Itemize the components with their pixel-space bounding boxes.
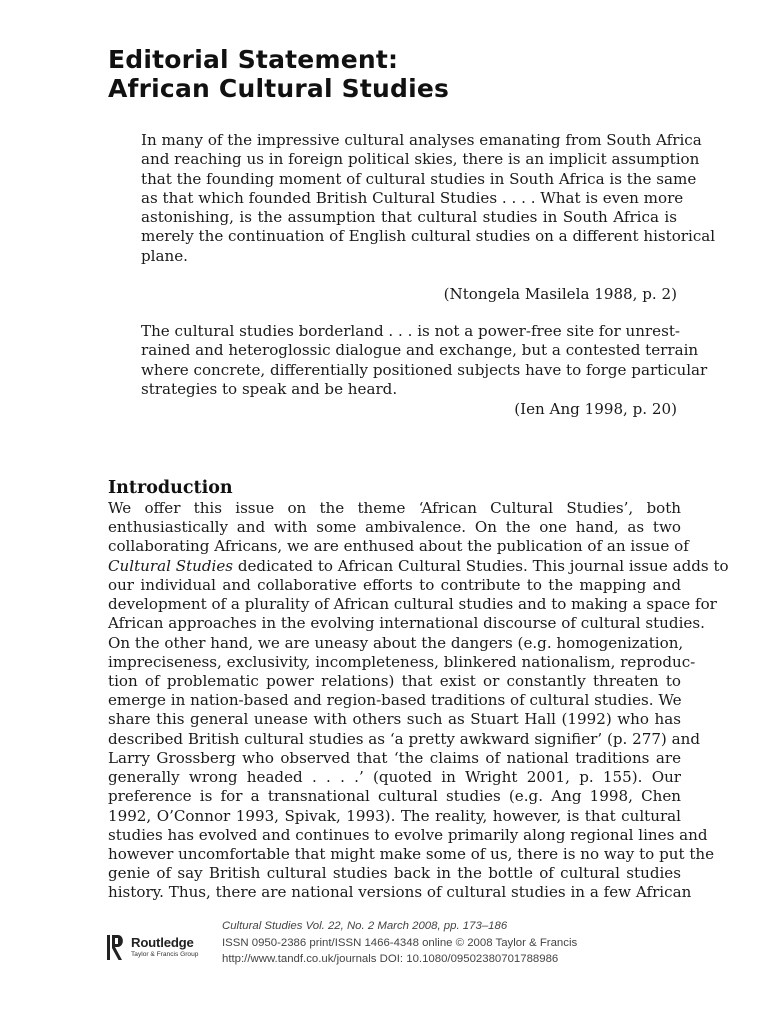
body-line: history. Thus, there are national versions of cultural studies in a few African: [108, 883, 692, 902]
introduction-paragraph: [108, 499, 729, 903]
body-line: enthusiastically and with some ambivalence. On the one hand, as two: [108, 518, 681, 537]
epigraph-quote-1: [141, 131, 716, 266]
title-line-2: African Cultural Studies: [108, 73, 450, 103]
epigraph-1-line: as that which founded British Cultural Studies . . . . What is even more: [141, 188, 684, 207]
epigraph-2-line: strategies to speak and be heard.: [141, 379, 398, 398]
body-line: tion of problematic power relations) that exist or constantly threaten to: [108, 671, 681, 690]
publisher-name: Routledge: [131, 935, 194, 950]
issn-line: ISSN 0950-2386 print/ISSN 1466-4348 online © 2008 Taylor & Francis: [222, 936, 578, 949]
journal-title-italic: Cultural Studies: [108, 556, 234, 575]
body-line: share this general unease with others such as Stuart Hall (1992) who has: [108, 710, 681, 729]
publisher-subtitle: Taylor & Francis Group: [131, 951, 199, 958]
epigraph-1-line: merely the continuation of English cultural studies on a different historical: [141, 227, 716, 246]
url-doi-line: http://www.tandf.co.uk/journals DOI: 10.1080/09502380701788986: [222, 953, 559, 965]
epigraph-1-line: plane.: [141, 246, 188, 265]
body-line: impreciseness, exclusivity, incompleteness, blinkered nationalism, reproduc-: [108, 652, 696, 671]
body-line: preference is for a transnational cultural studies (e.g. Ang 1998, Chen: [108, 787, 681, 806]
body-line-with-journal-title: [108, 556, 729, 576]
body-line: studies has evolved and continues to evolve primarily along regional lines and: [108, 825, 708, 844]
epigraph-1-line: astonishing, is the assumption that cultural studies in South Africa is: [141, 208, 677, 227]
article-title: [108, 45, 688, 103]
epigraph-quote-2: [141, 322, 708, 399]
publisher-logo: [106, 933, 211, 963]
body-line: generally wrong headed . . . .’ (quoted in Wright 2001, p. 155). Our: [108, 768, 681, 787]
body-line: 1992, O’Connor 1993, Spivak, 1993). The reality, however, is that cultural: [108, 806, 681, 825]
body-line-rest: dedicated to African Cultural Studies. This journal issue adds to: [233, 556, 729, 575]
body-line: We offer this issue on the theme ‘African Cultural Studies’, both: [108, 499, 681, 517]
body-line: development of a plurality of African cultural studies and to making a space for: [108, 595, 717, 614]
body-line: emerge in nation-based and region-based traditions of cultural studies. We: [108, 691, 682, 710]
body-line: Larry Grossberg who observed that ‘the claims of national traditions are: [108, 748, 681, 767]
journal-footer: [222, 918, 577, 968]
epigraph-1-line: that the founding moment of cultural studies in South Africa is the same: [141, 169, 697, 188]
epigraph-1-line: and reaching us in foreign political skies, there is an implicit assumption: [141, 150, 700, 169]
epigraph-2-line: rained and heteroglossic dialogue and exchange, but a contested terrain: [141, 341, 699, 360]
epigraph-1-citation: (Ntongela Masilela 1988, p. 2): [443, 285, 677, 303]
epigraph-2-line: The cultural studies borderland . . . is not a power-free site for unrest-: [141, 322, 680, 340]
title-line-1: Editorial Statement:: [108, 44, 399, 74]
body-line: On the other hand, we are uneasy about the dangers (e.g. homogenization,: [108, 633, 684, 652]
body-line: genie of say British cultural studies back in the bottle of cultural studies: [108, 864, 681, 883]
epigraph-1-line: In many of the impressive cultural analyses emanating from South Africa: [141, 131, 702, 149]
body-line: our individual and collaborative efforts to contribute to the mapping and: [108, 575, 681, 594]
body-line: however uncomfortable that might make some of us, there is no way to put the: [108, 844, 715, 863]
epigraph-2-line: where concrete, differentially positioned subjects have to forge particular: [141, 360, 708, 379]
section-heading: Introduction: [108, 477, 233, 498]
body-line: collaborating Africans, we are enthused about the publication of an issue of: [108, 537, 689, 556]
journal-citation: Cultural Studies Vol. 22, No. 2 March 2008, pp. 173–186: [222, 920, 508, 932]
routledge-logo-icon: [106, 933, 128, 963]
body-line: described British cultural studies as ‘a pretty awkward signifier’ (p. 277) and: [108, 729, 700, 748]
body-line: African approaches in the evolving international discourse of cultural studies.: [108, 614, 705, 633]
epigraph-2-citation: (Ien Ang 1998, p. 20): [514, 400, 677, 418]
